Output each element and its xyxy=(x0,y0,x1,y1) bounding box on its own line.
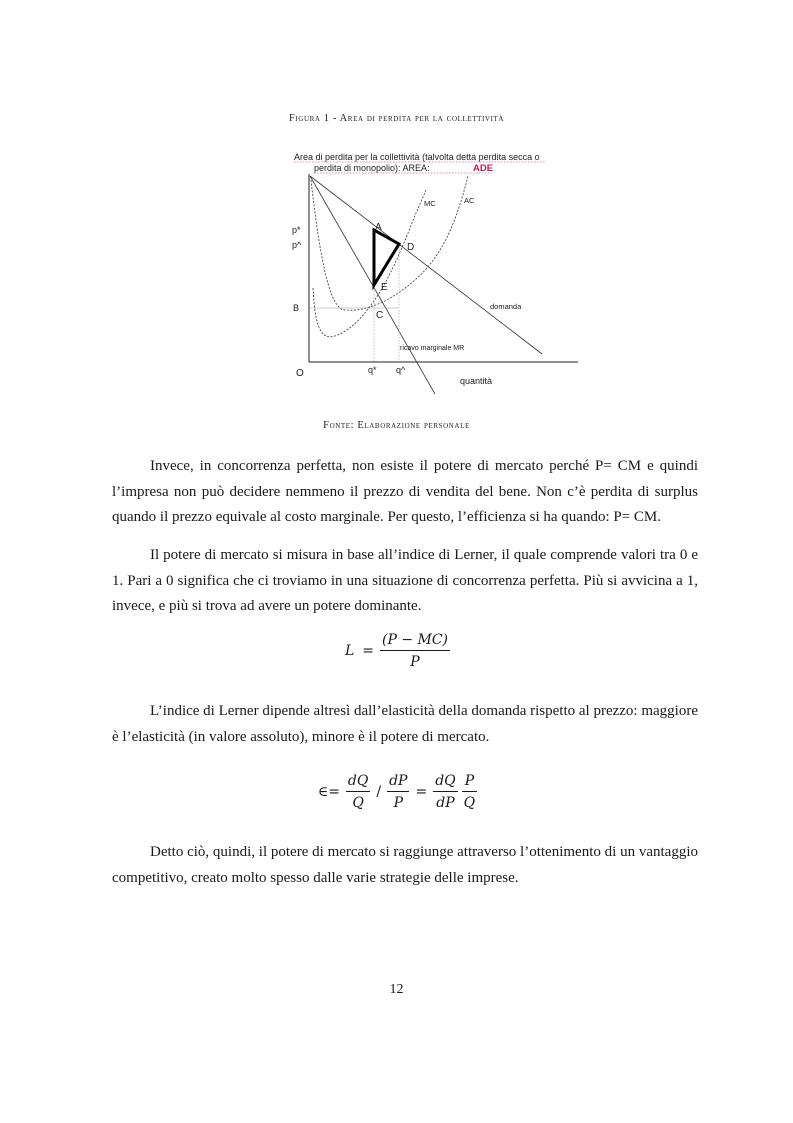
page-number: 12 xyxy=(389,982,404,997)
deadweight-triangle xyxy=(374,230,399,285)
paragraph-2 xyxy=(112,543,698,620)
formula-lhs: L xyxy=(344,643,355,659)
chart-title-line2: perdita di monopolio): AREA: xyxy=(314,163,430,173)
formula-numerator: (P − MC) xyxy=(380,632,450,651)
elasticity-eq: = xyxy=(415,784,428,800)
x-label-qhat: q^ xyxy=(396,365,406,375)
paragraph-2-text: Il potere di mercato si misura in base all’indice di Lerner, il quale comprende valori tra 0 e 1. Pari a 0 significa che ci troviamo in una situazione di concorrenza perfetta. Più si avvicina a 1, invece, e più si trova ad avere un potere dominante. xyxy=(112,547,698,614)
frac4-den: Q xyxy=(463,795,476,811)
ac-label: AC xyxy=(464,196,475,205)
formula-eq: = xyxy=(362,643,374,659)
paragraph-4-text: Detto ciò, quindi, il potere di mercato si raggiunge attraverso l’ottenimento di un vantaggio competitivo, creato molto spesso dalle varie strategie delle imprese. xyxy=(112,844,698,886)
paragraph-3-text: L’indice di Lerner dipende altresì dall’elasticità della domanda rispetto al prezzo: maggiore è l’elasticità (in valore assoluto), minore è il potere di mercato. xyxy=(112,703,698,745)
lerner-formula xyxy=(0,632,793,670)
elasticity-lhs: ∈= xyxy=(317,784,340,800)
frac4-num: P xyxy=(462,773,477,792)
x-axis-label: quantità xyxy=(460,376,493,386)
paragraph-1 xyxy=(112,454,698,531)
elasticity-slash: / xyxy=(376,784,382,800)
frac3-den: dP xyxy=(436,795,455,811)
point-label-e: E xyxy=(381,282,388,293)
frac1-num: dQ xyxy=(346,773,370,792)
frac2-den: P xyxy=(393,795,403,811)
point-label-d: D xyxy=(407,242,415,253)
ac-curve xyxy=(311,176,468,310)
frac3-num: dQ xyxy=(433,773,457,792)
origin-label: O xyxy=(296,368,304,379)
figure-source: Fonte: Elaborazione personale xyxy=(323,420,470,431)
x-label-qstar: q* xyxy=(368,365,377,375)
point-label-c: C xyxy=(376,310,384,321)
demand-label: domanda xyxy=(490,302,522,311)
y-label-b: B xyxy=(293,303,300,313)
y-label-phat: p^ xyxy=(292,240,302,250)
mc-curve xyxy=(313,190,426,337)
deadweight-loss-chart xyxy=(280,140,590,395)
formula-denominator: P xyxy=(410,654,420,670)
paragraph-4 xyxy=(112,840,698,891)
paragraph-1-text: Invece, in concorrenza perfetta, non esiste il potere di mercato perché P= CM e quindi l’impresa non può decidere nemmeno il prezzo di vendita del bene. Non c’è perdita di surplus quando il prezzo equivale al costo marginale. Per questo, l’efficienza si ha quando: P= CM. xyxy=(112,458,698,525)
paragraph-3 xyxy=(112,699,698,750)
elasticity-formula xyxy=(0,773,793,811)
chart-title-highlight: ADE xyxy=(473,163,494,174)
chart-title: Area di perdita per la collettività (talvolta detta perdita secca o xyxy=(294,152,540,162)
frac2-num: dP xyxy=(387,773,409,792)
point-label-a: A xyxy=(375,222,382,233)
y-label-pstar: p* xyxy=(292,225,301,235)
mr-label: ricavo marginale MR xyxy=(400,345,465,352)
frac1-den: Q xyxy=(352,795,364,811)
figure-caption: Figura 1 - Area di perdita per la collettività xyxy=(288,113,505,124)
mc-label: MC xyxy=(424,199,436,208)
